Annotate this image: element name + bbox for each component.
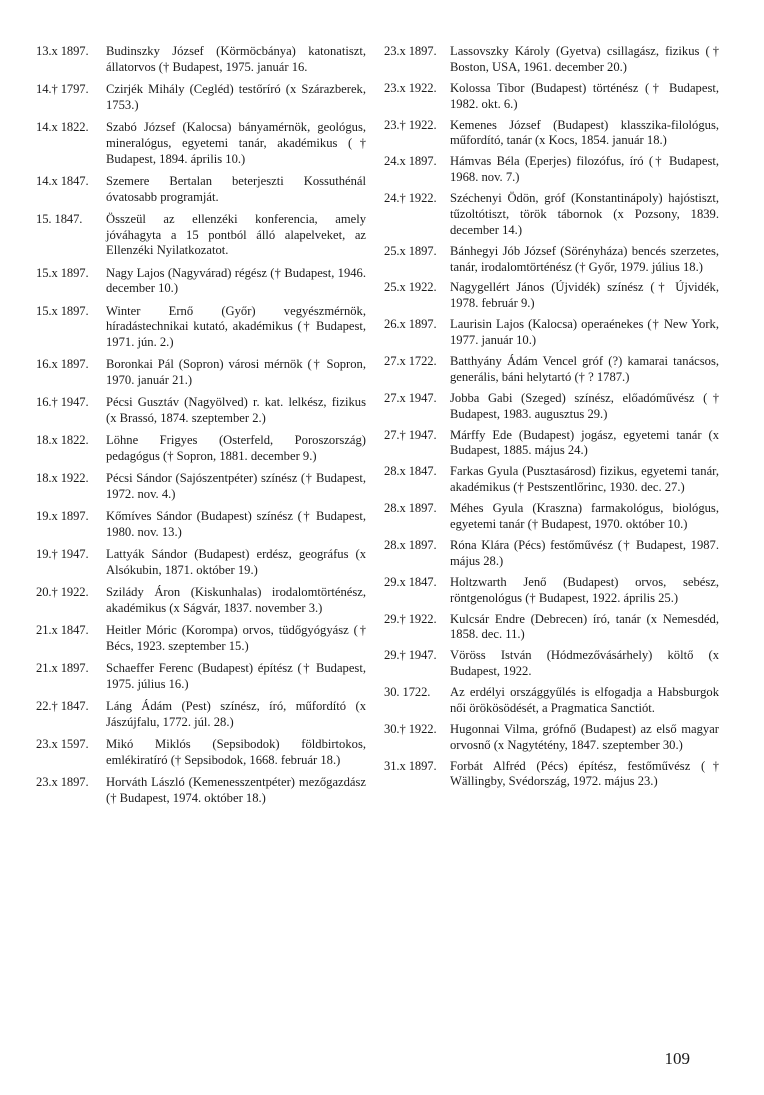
entry-date: 28.x 1847. (384, 464, 437, 479)
chronology-entry (36, 212, 366, 259)
entry-text: Laurisin Lajos (Kalocsa) operaénekes († New York, 1977. január 10.) (450, 317, 719, 348)
entry-date: 25.x 1897. (384, 243, 437, 258)
entry-date: 28.x 1897. (384, 501, 437, 516)
entry-text: Löhne Frigyes (Osterfeld, Poroszország) pedagógus († Sopron, 1881. december 9.) (106, 433, 366, 464)
chronology-entry (384, 81, 719, 113)
entry-date: 25.x 1922. (384, 280, 437, 295)
chronology-entry (36, 699, 366, 731)
entry-text: Az erdélyi országgyűlés is elfogadja a Habsburgok női örökösödését, a Pragmatica Sanctiót. (450, 685, 719, 715)
entry-text: Schaeffer Ferenc (Budapest) építész († Budapest, 1975. július 16.) (106, 661, 366, 691)
entry-text: Boronkai Pál (Sopron) városi mérnök († Sopron, 1970. január 21.) (106, 357, 366, 388)
chronology-entry (36, 737, 366, 769)
entry-date: 14.† 1797. (36, 81, 89, 96)
chronology-entry (384, 428, 719, 460)
entry-date: 23.† 1922. (384, 117, 437, 132)
entry-text: Hámvas Béla (Eperjes) filozófus, író († Budapest, 1968. nov. 7.) (450, 154, 719, 185)
chronology-entry (384, 391, 719, 423)
entry-text: Szabó József (Kalocsa) bányamérnök, geológus, mineralógus, egyetemi tanár, akadémikus († Budapest, 1894. április 10.) (106, 119, 366, 166)
chronology-entry (384, 538, 719, 570)
entry-text: Jobba Gabi (Szeged) színész, előadóművész († Budapest, 1983. augusztus 29.) (450, 390, 719, 421)
entry-date: 19.† 1947. (36, 547, 89, 562)
entry-date: 24.x 1897. (384, 154, 437, 169)
entry-text: Lattyák Sándor (Budapest) erdész, geográfus (x Alsókubin, 1871. október 19.) (106, 547, 366, 577)
entry-text: Horváth László (Kemenesszentpéter) mezőgazdász († Budapest, 1974. október 18.) (106, 775, 366, 805)
entry-text: Lassovszky Károly (Gyetva) csillagász, fizikus († Boston, USA, 1961. december 20.) (450, 44, 719, 74)
entry-text: Mikó Miklós (Sepsibodok) földbirtokos, emlékiratíró († Sepsibodok, 1668. február 18.) (106, 737, 366, 767)
entry-date: 16.† 1947. (36, 395, 89, 410)
chronology-entry (384, 685, 719, 717)
chronology-entry (384, 648, 719, 680)
chronology-entry (384, 244, 719, 276)
entry-date: 27.† 1947. (384, 427, 437, 442)
chronology-entry (36, 357, 366, 389)
entry-text: Winter Ernő (Győr) vegyészmérnök, híradástechnikai kutató, akadémikus († Budapest, 1971. jún. 2.) (106, 303, 366, 350)
entry-text: Összeül az ellenzéki konferencia, amely jóváhagyta a 15 pontból álló alapelveket, az Ellenzéki Nyilatkozatot. (106, 211, 366, 258)
chronology-entry (36, 174, 366, 206)
chronology-entry (384, 280, 719, 312)
entry-text: Forbát Alfréd (Pécs) építész, festőművész († Wällingby, Svédország, 1972. május 23.) (450, 758, 719, 789)
chronology-entry (384, 191, 719, 238)
entry-date: 27.x 1947. (384, 390, 437, 405)
entry-text: Farkas Gyula (Pusztasárosd) fizikus, egyetemi tanár, akadémikus († Pestszentlőrinc, 1930. dec. 27.) (450, 464, 719, 495)
entry-text: Pécsi Sándor (Sajószentpéter) színész († Budapest, 1972. nov. 4.) (106, 471, 366, 502)
entry-text: Pécsi Gusztáv (Nagyölved) r. kat. lelkész, fizikus (x Brassó, 1874. szeptember 2.) (106, 395, 366, 426)
entry-date: 23.x 1597. (36, 737, 89, 752)
entry-text: Róna Klára (Pécs) festőművész († Budapest, 1987. május 28.) (450, 537, 719, 568)
entry-date: 26.x 1897. (384, 317, 437, 332)
chronology-entry (36, 509, 366, 541)
entry-date: 23.x 1897. (36, 775, 89, 790)
entry-date: 30. 1722. (384, 685, 431, 700)
chronology-entry (36, 585, 366, 617)
entry-date: 15.x 1897. (36, 265, 89, 280)
entry-date: 29.† 1947. (384, 648, 437, 663)
entry-date: 24.† 1922. (384, 191, 437, 206)
entry-date: 18.x 1822. (36, 433, 89, 448)
chronology-entry (384, 759, 719, 791)
chronology-entry (384, 354, 719, 386)
chronology-entry (36, 547, 366, 579)
chronology-entry (36, 661, 366, 693)
entry-date: 30.† 1922. (384, 721, 437, 736)
entry-text: Batthyány Ádám Vencel gróf (?) kamarai tanácsos, generális, báni helytartó († ? 1787.) (450, 354, 719, 384)
entry-text: Láng Ádám (Pest) színész, író, műfordító (x Jászújfalu, 1772. júl. 28.) (106, 699, 366, 729)
entry-date: 22.† 1847. (36, 699, 89, 714)
entry-date: 13.x 1897. (36, 44, 89, 58)
chronology-entry (384, 501, 719, 533)
entry-date: 14.x 1847. (36, 173, 89, 188)
chronology-entry (384, 118, 719, 150)
entry-text: Márffy Ede (Budapest) jogász, egyetemi tanár (x Budapest, 1885. május 24.) (450, 427, 719, 458)
chronology-entry (36, 44, 366, 76)
entry-text: Szemere Bertalan beterjeszti Kossuthénál óvatosabb programját. (106, 173, 366, 204)
entry-date: 29.x 1847. (384, 574, 437, 589)
chronology-entry (36, 471, 366, 503)
entry-text: Hugonnai Vilma, grófnő (Budapest) az első magyar orvosnő (x Nagytétény, 1847. szeptember 30.) (450, 721, 719, 752)
entry-text: Szilády Áron (Kiskunhalas) irodalomtörténész, akadémikus (x Ságvár, 1837. november 3.) (106, 585, 366, 615)
entry-text: Bánhegyi Jób József (Sörényháza) bencés szerzetes, tanár, irodalomtörténész († Győr, 1979. július 18.) (450, 243, 719, 274)
chronology-entry (36, 623, 366, 655)
chronology-entry (384, 612, 719, 644)
chronology-entry (384, 575, 719, 607)
entry-text: Méhes Gyula (Kraszna) farmakológus, biológus, egyetemi tanár († Budapest, 1970. október 10.) (450, 501, 719, 531)
entry-date: 23.x 1897. (384, 44, 437, 58)
chronology-entry (36, 395, 366, 427)
entry-text: Vöröss István (Hódmezővásárhely) költő (x Budapest, 1922. (450, 648, 719, 679)
entry-date: 27.x 1722. (384, 354, 437, 369)
entry-date: 19.x 1897. (36, 509, 89, 524)
entry-text: Kemenes József (Budapest) klasszika-filológus, műfordító, tanár (x Kocs, 1854. január 18.) (450, 117, 719, 148)
entry-text: Kulcsár Endre (Debrecen) író, tanár (x Nemesdéd, 1858. dec. 11.) (450, 611, 719, 642)
page-number: 109 (664, 1049, 690, 1068)
entry-date: 21.x 1847. (36, 623, 89, 638)
entry-text: Széchenyi Ödön, gróf (Konstantinápoly) hajóstiszt, tűzoltótiszt, török tábornok (x Pozsony, 1839. december 14.) (450, 191, 719, 237)
entry-text: Holtzwarth Jenő (Budapest) orvos, sebész, röntgenológus († Budapest, 1922. április 25.) (450, 574, 719, 605)
entry-date: 15. 1847. (36, 211, 83, 226)
entry-date: 21.x 1897. (36, 661, 89, 676)
chronology-entry (384, 154, 719, 186)
entry-text: Budinszky József (Körmöcbánya) katonatiszt, állatorvos († Budapest, 1975. január 16. (106, 44, 366, 74)
right-column (384, 44, 719, 795)
entry-date: 14.x 1822. (36, 119, 89, 134)
chronology-entry (36, 775, 366, 807)
entry-date: 16.x 1897. (36, 357, 89, 372)
entry-text: Kőmíves Sándor (Budapest) színész († Budapest, 1980. nov. 13.) (106, 509, 366, 540)
entry-text: Nagy Lajos (Nagyvárad) régész († Budapest, 1946. december 10.) (106, 265, 366, 296)
entry-date: 20.† 1922. (36, 585, 89, 600)
entry-text: Czirjék Mihály (Cegléd) testőríró (x Szárazberek, 1753.) (106, 81, 366, 112)
entry-text: Kolossa Tibor (Budapest) történész († Budapest, 1982. okt. 6.) (450, 80, 719, 111)
chronology-entry (36, 266, 366, 298)
entry-date: 15.x 1897. (36, 303, 89, 318)
entry-date: 31.x 1897. (384, 758, 437, 773)
chronology-entry (36, 433, 366, 465)
chronology-entry (384, 44, 719, 76)
entry-date: 28.x 1897. (384, 537, 437, 552)
entry-text: Nagygellért János (Újvidék) színész († Újvidék, 1978. február 9.) (450, 280, 719, 311)
chronology-entry (36, 304, 366, 351)
chronology-entry (384, 464, 719, 496)
chronology-entry (384, 317, 719, 349)
entry-text: Heitler Móric (Korompa) orvos, tüdőgyógyász († Bécs, 1923. szeptember 15.) (106, 623, 366, 653)
chronology-entry (36, 82, 366, 114)
entry-date: 18.x 1922. (36, 471, 89, 486)
chronology-entry (384, 722, 719, 754)
left-column (36, 44, 366, 813)
entry-date: 23.x 1922. (384, 80, 437, 95)
entry-date: 29.† 1922. (384, 611, 437, 626)
chronology-entry (36, 120, 366, 167)
